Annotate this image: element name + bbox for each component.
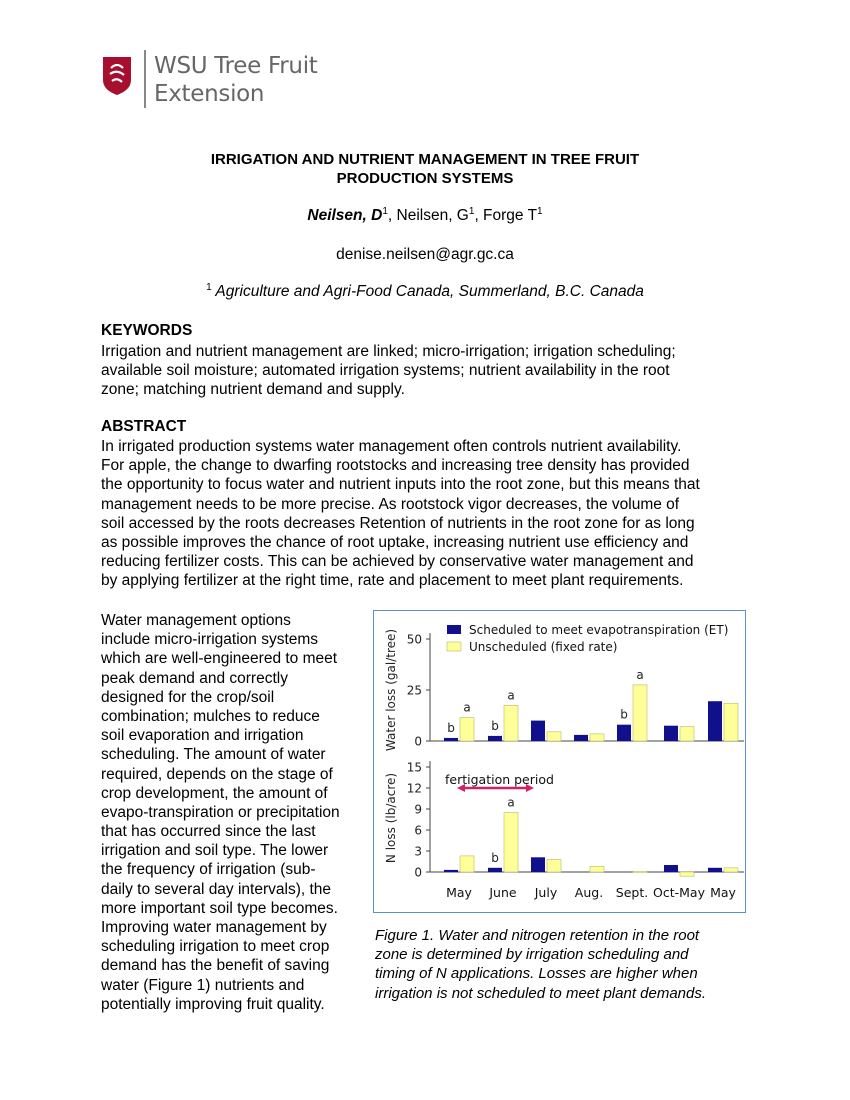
affiliation-superscript: 1 (206, 282, 212, 293)
bar-unscheduled (547, 859, 561, 872)
figure-1 (373, 610, 746, 913)
x-tick-label: May (710, 885, 736, 900)
y-tick-label: 50 (406, 632, 422, 647)
caption-line: zone is determined by irrigation scheduling and (375, 946, 689, 964)
body-line: designed for the crop/soil (101, 688, 275, 706)
keywords-text (101, 342, 676, 400)
bar-scheduled (531, 721, 545, 741)
bar-unscheduled (504, 705, 518, 741)
significance-label: b (491, 850, 499, 865)
body-line: crop development, the amount of (101, 784, 328, 802)
legend-label-unscheduled: Unscheduled (fixed rate) (469, 640, 618, 654)
logo-line-2: Extension (154, 81, 265, 107)
x-tick-label: May (446, 885, 472, 900)
body-line: irrigation and soil type. The lower (101, 842, 329, 860)
bar-scheduled (444, 870, 458, 872)
bar-unscheduled (590, 866, 604, 872)
bar-scheduled (708, 701, 722, 741)
abstract-line: soil accessed by the roots decreases Retention of nutrients in the root zone for as long (101, 514, 695, 532)
authors (100, 207, 750, 225)
significance-label: a (507, 795, 515, 810)
abstract-line: management needs to be more precise. As rootstock vigor decreases, the volume of (101, 495, 680, 513)
x-tick-label: Oct-May (653, 885, 705, 900)
fertigation-period-label: fertigation period (445, 772, 554, 787)
figure-caption (375, 926, 706, 1003)
y-tick-label: 9 (414, 802, 422, 817)
body-line: Improving water management by (101, 919, 327, 936)
body-text (101, 611, 340, 1014)
y-tick-label: 25 (406, 683, 422, 698)
author-email: denise.neilsen@agr.gc.ca (336, 246, 514, 263)
keywords-heading: KEYWORDS (101, 322, 193, 339)
y-tick-label: 12 (406, 781, 422, 796)
bar-unscheduled (680, 872, 694, 876)
bar-unscheduled (460, 718, 474, 741)
document-title (100, 150, 750, 188)
bar-unscheduled (633, 871, 647, 872)
x-tick-label: Aug. (574, 885, 604, 900)
bar-unscheduled (724, 868, 738, 872)
bar-scheduled (488, 868, 502, 872)
logo-text (154, 52, 318, 108)
legend-swatch-scheduled (447, 625, 461, 634)
bar-scheduled (444, 738, 458, 741)
y-tick-label: 15 (406, 760, 422, 775)
second-author: , Neilsen, G (387, 207, 469, 224)
body-line: evapo-transpiration or precipitation (101, 803, 340, 821)
y-axis-label: Water loss (gal/tree) (384, 628, 398, 752)
lead-author: Neilsen, D (307, 207, 383, 224)
logo-divider (144, 50, 146, 108)
bar-unscheduled (460, 856, 474, 872)
bar-unscheduled (590, 734, 604, 741)
body-line: required, depends on the stage of (101, 765, 333, 783)
author-superscript-1: 1 (382, 206, 388, 217)
body-line: peak demand and correctly (101, 669, 288, 687)
body-line: which are well-engineered to meet (101, 650, 338, 668)
caption-line: Figure 1. Water and nitrogen retention in the root (375, 927, 700, 944)
body-line: daily to several day intervals), the (101, 880, 332, 898)
bar-unscheduled (504, 813, 518, 873)
abstract-line: the opportunity to focus water and nutrient inputs into the root zone, but this means that (101, 476, 700, 494)
affiliation (100, 283, 750, 301)
x-tick-label: June (489, 885, 517, 900)
bar-scheduled (574, 735, 588, 741)
y-tick-label: 3 (414, 844, 422, 859)
bar-unscheduled (547, 732, 561, 741)
significance-label: a (507, 688, 515, 703)
legend-swatch-unscheduled (447, 642, 461, 651)
bar-unscheduled (724, 703, 738, 741)
keywords-line: available soil moisture; automated irrigation systems; nutrient availability in the root (101, 362, 670, 380)
caption-line: irrigation is not scheduled to meet plant demands. (375, 984, 707, 1002)
significance-label: b (620, 707, 628, 722)
bar-scheduled (531, 857, 545, 872)
caption-line: timing of N applications. Losses are higher when (375, 965, 698, 983)
bar-scheduled (488, 736, 502, 741)
body-line: Water management options (101, 612, 291, 629)
significance-label: a (636, 667, 644, 682)
wsu-shield-icon (102, 56, 132, 96)
bar-scheduled (664, 865, 678, 872)
body-line: the frequency of irrigation (sub- (101, 861, 316, 879)
y-tick-label: 0 (414, 865, 422, 880)
logo-line-1: WSU Tree Fruit (154, 53, 318, 79)
body-line: potentially improving fruit quality. (101, 995, 325, 1013)
bar-unscheduled (633, 685, 647, 741)
y-tick-label: 6 (414, 823, 422, 838)
abstract-line: For apple, the change to dwarfing rootstocks and increasing tree density has provided (101, 457, 690, 475)
body-line: scheduling. The amount of water (101, 746, 326, 764)
abstract-line: as possible improves the chance of root uptake, increasing nutrient use efficiency and (101, 533, 689, 551)
author-superscript-2: 1 (468, 206, 475, 217)
title-line-1: IRRIGATION AND NUTRIENT MANAGEMENT IN TREE FRUIT (210, 151, 640, 168)
abstract-line: In irrigated production systems water management often controls nutrient availability. (101, 438, 682, 455)
abstract-line: reducing fertilizer costs. This can be achieved by conservative water management and (101, 553, 694, 571)
body-line: water (Figure 1) nutrients and (101, 976, 305, 994)
author-superscript-3: 1 (537, 206, 543, 217)
figure-1-charts (374, 611, 747, 914)
significance-label: b (491, 718, 499, 733)
bar-scheduled (617, 725, 631, 741)
body-line: combination; mulches to reduce (101, 707, 320, 725)
significance-label: a (463, 700, 471, 715)
wsu-logo (100, 50, 360, 112)
title-line-2: PRODUCTION SYSTEMS (336, 170, 514, 187)
legend-label-scheduled: Scheduled to meet evapotranspiration (ET) (469, 623, 729, 637)
third-author: , Forge T (474, 207, 538, 224)
keywords-line: Irrigation and nutrient management are linked; micro-irrigation; irrigation scheduling; (101, 343, 676, 360)
affiliation-text: Agriculture and Agri-Food Canada, Summerland, B.C. Canada (211, 283, 644, 300)
abstract-text (101, 437, 700, 591)
body-line: scheduling irrigation to meet crop (101, 938, 330, 956)
significance-label: b (447, 720, 455, 735)
body-line: demand has the benefit of saving (101, 957, 330, 975)
abstract-line: by applying fertilizer at the right time, rate and placement to meet plant requirements. (101, 572, 684, 590)
body-line: include micro-irrigation systems (101, 631, 319, 649)
y-tick-label: 0 (414, 734, 422, 749)
x-tick-label: July (534, 885, 558, 900)
abstract-heading: ABSTRACT (101, 418, 187, 435)
bar-scheduled (708, 868, 722, 872)
body-line: more important soil type becomes. (101, 899, 338, 917)
body-line: soil evaporation and irrigation (101, 727, 304, 745)
x-tick-label: Sept. (615, 885, 649, 900)
bar-unscheduled (680, 727, 694, 741)
bar-scheduled (664, 726, 678, 741)
keywords-line: zone; matching nutrient demand and supply. (101, 381, 405, 399)
y-axis-label: N loss (lb/acre) (384, 772, 398, 864)
body-line: that has occurred since the last (101, 823, 316, 841)
